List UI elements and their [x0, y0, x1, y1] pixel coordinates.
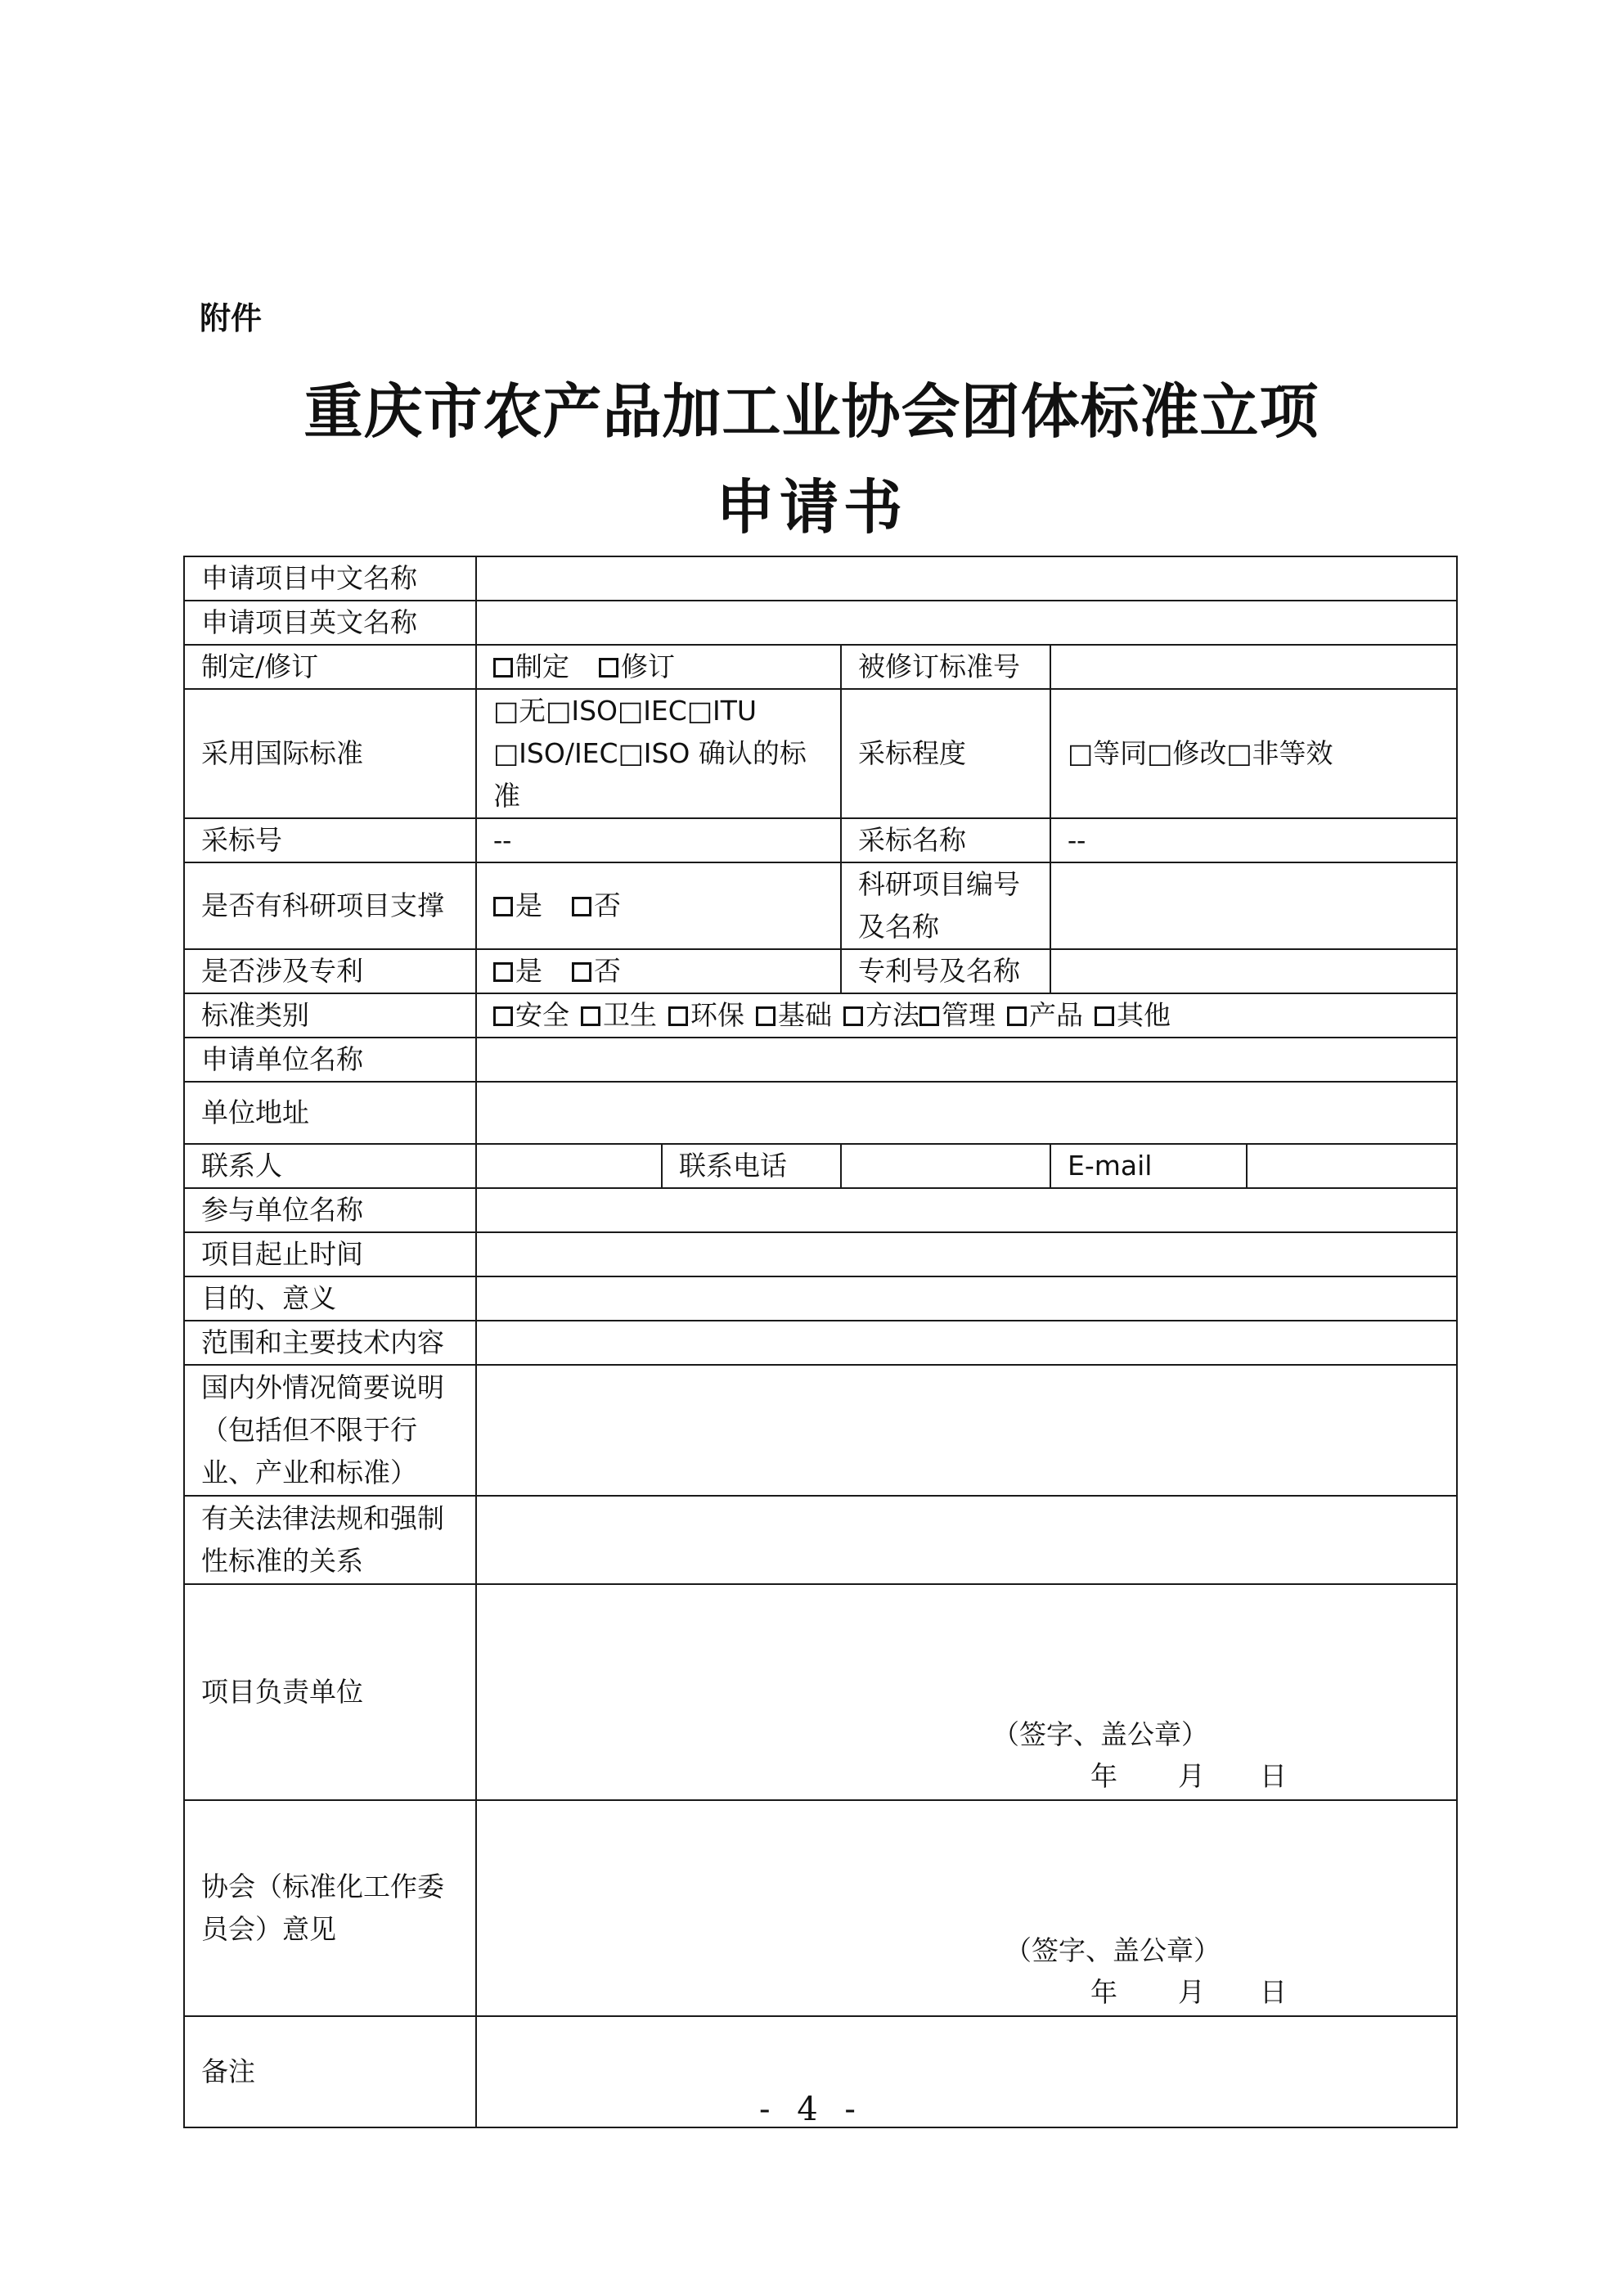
label-intl-std: 采用国际标准 [184, 689, 476, 818]
table-row [184, 601, 1457, 645]
label-patent-no-name: 专利号及名称 [841, 949, 1050, 993]
revise-checkbox[interactable] [599, 658, 618, 678]
page-subtitle: 申请书 [715, 472, 907, 542]
label-research-support: 是否有科研项目支撑 [184, 862, 476, 949]
draft-checkbox[interactable] [493, 658, 513, 678]
intl-std-line2: □ISO/IEC□ISO 确认的标准 [493, 737, 807, 812]
intl-std-options[interactable] [476, 689, 841, 818]
patent-yes-label: 是 [515, 955, 542, 987]
category-checkbox-method[interactable] [843, 1006, 863, 1026]
label-applicant-name: 申请单位名称 [184, 1038, 476, 1082]
date-month-label: 月 [1178, 1760, 1205, 1792]
label-remarks: 备注 [184, 2016, 476, 2127]
table-row [184, 1144, 1457, 1188]
sign-seal-label: （签字、盖公章） [1005, 1934, 1221, 1966]
table-row [184, 1082, 1457, 1144]
patent-no-label: 否 [594, 955, 621, 987]
label-participants: 参与单位名称 [184, 1188, 476, 1232]
label-email: E-mail [1050, 1144, 1247, 1188]
category-checkbox-hygiene[interactable] [581, 1006, 600, 1026]
participants-input[interactable] [476, 1188, 1457, 1232]
category-label: 安全 [515, 999, 569, 1031]
scope-input[interactable] [476, 1321, 1457, 1365]
table-row [184, 1276, 1457, 1321]
attachment-label: 附件 [200, 300, 263, 336]
table-row [184, 1038, 1457, 1082]
category-label: 管理 [942, 999, 996, 1031]
table-row [184, 1496, 1457, 1584]
patent-yes-checkbox[interactable] [493, 962, 513, 982]
table-row [184, 689, 1457, 818]
category-label: 基础 [778, 999, 832, 1031]
name-en-input[interactable] [476, 601, 1457, 645]
label-scope: 范围和主要技术内容 [184, 1321, 476, 1365]
label-patent: 是否涉及专利 [184, 949, 476, 993]
applicant-name-input[interactable] [476, 1038, 1457, 1082]
label-adopt-no: 采标号 [184, 818, 476, 862]
label-phone: 联系电话 [662, 1144, 841, 1188]
label-adopt-name: 采标名称 [841, 818, 1050, 862]
research-no-checkbox[interactable] [572, 897, 591, 916]
name-cn-input[interactable] [476, 556, 1457, 601]
patent-no-checkbox[interactable] [572, 962, 591, 982]
patent-options [476, 949, 841, 993]
contact-input[interactable] [476, 1144, 662, 1188]
patent-no-name-input[interactable] [1050, 949, 1457, 993]
responsible-unit-sign-area[interactable] [476, 1584, 1457, 1800]
label-responsible-unit: 项目负责单位 [184, 1584, 476, 1800]
table-row [184, 993, 1457, 1038]
category-checkbox-other[interactable] [1095, 1006, 1114, 1026]
label-name-en: 申请项目英文名称 [184, 601, 476, 645]
date-year-label: 年 [1090, 1976, 1117, 2008]
label-revised-std-no: 被修订标准号 [841, 645, 1050, 689]
application-form-table [183, 556, 1458, 2128]
intl-std-line1: □无□ISO□IEC□ITU [493, 695, 758, 727]
label-purpose: 目的、意义 [184, 1276, 476, 1321]
label-laws: 有关法律法规和强制性标准的关系 [184, 1496, 476, 1584]
date-month-label: 月 [1178, 1976, 1205, 2008]
laws-input[interactable] [476, 1496, 1457, 1584]
adopt-name-value[interactable]: -- [1050, 818, 1457, 862]
table-row [184, 1800, 1457, 2016]
category-checkbox-management[interactable] [919, 1006, 939, 1026]
table-row [184, 949, 1457, 993]
table-row [184, 645, 1457, 689]
email-input[interactable] [1247, 1144, 1457, 1188]
table-row [184, 1232, 1457, 1276]
category-checkbox-safety[interactable] [493, 1006, 513, 1026]
category-label: 环保 [690, 999, 744, 1031]
table-row [184, 1188, 1457, 1232]
draft-revise-options [476, 645, 841, 689]
research-yes-label: 是 [515, 889, 542, 921]
purpose-input[interactable] [476, 1276, 1457, 1321]
label-research-no-name: 科研项目编号及名称 [841, 862, 1050, 949]
research-yes-checkbox[interactable] [493, 897, 513, 916]
association-sign-area[interactable] [476, 1800, 1457, 2016]
research-no-label: 否 [594, 889, 621, 921]
label-adopt-degree: 采标程度 [841, 689, 1050, 818]
page-number: - 4 - [759, 2091, 864, 2128]
label-situation: 国内外情况简要说明（包括但不限于行业、产业和标准） [184, 1365, 476, 1496]
category-label: 卫生 [603, 999, 657, 1031]
situation-input[interactable] [476, 1365, 1457, 1496]
category-label: 产品 [1029, 999, 1083, 1031]
adopt-degree-text: □等同□修改□非等效 [1068, 737, 1333, 769]
label-address: 单位地址 [184, 1082, 476, 1144]
sign-seal-label: （签字、盖公章） [992, 1718, 1208, 1750]
table-row [184, 1321, 1457, 1365]
category-label: 其他 [1117, 999, 1171, 1031]
revise-option-label: 修订 [621, 651, 675, 682]
label-name-cn: 申请项目中文名称 [184, 556, 476, 601]
label-association-opinion: 协会（标准化工作委员会）意见 [184, 1800, 476, 2016]
phone-input[interactable] [841, 1144, 1050, 1188]
research-support-options [476, 862, 841, 949]
table-row [184, 556, 1457, 601]
date-day-label: 日 [1260, 1976, 1287, 2008]
category-checkbox-product[interactable] [1007, 1006, 1027, 1026]
table-row [184, 1584, 1457, 1800]
draft-option-label: 制定 [515, 651, 569, 682]
label-period: 项目起止时间 [184, 1232, 476, 1276]
revised-std-no-input[interactable] [1050, 645, 1457, 689]
period-input[interactable] [476, 1232, 1457, 1276]
label-draft-revise: 制定/修订 [184, 645, 476, 689]
adopt-degree-options[interactable] [1050, 689, 1457, 818]
table-row [184, 862, 1457, 949]
category-checkbox-environment[interactable] [668, 1006, 688, 1026]
date-day-label: 日 [1260, 1760, 1287, 1792]
category-label: 方法 [865, 999, 919, 1031]
std-category-options [476, 993, 1457, 1038]
address-input[interactable] [476, 1082, 1457, 1144]
date-year-label: 年 [1090, 1760, 1117, 1792]
table-row [184, 1365, 1457, 1496]
label-std-category: 标准类别 [184, 993, 476, 1038]
label-contact: 联系人 [184, 1144, 476, 1188]
category-checkbox-basic[interactable] [756, 1006, 776, 1026]
page-title: 重庆市农产品加工业协会团体标准立项 [303, 376, 1320, 446]
table-row [184, 818, 1457, 862]
adopt-no-value[interactable]: -- [476, 818, 841, 862]
research-no-name-input[interactable] [1050, 862, 1457, 949]
